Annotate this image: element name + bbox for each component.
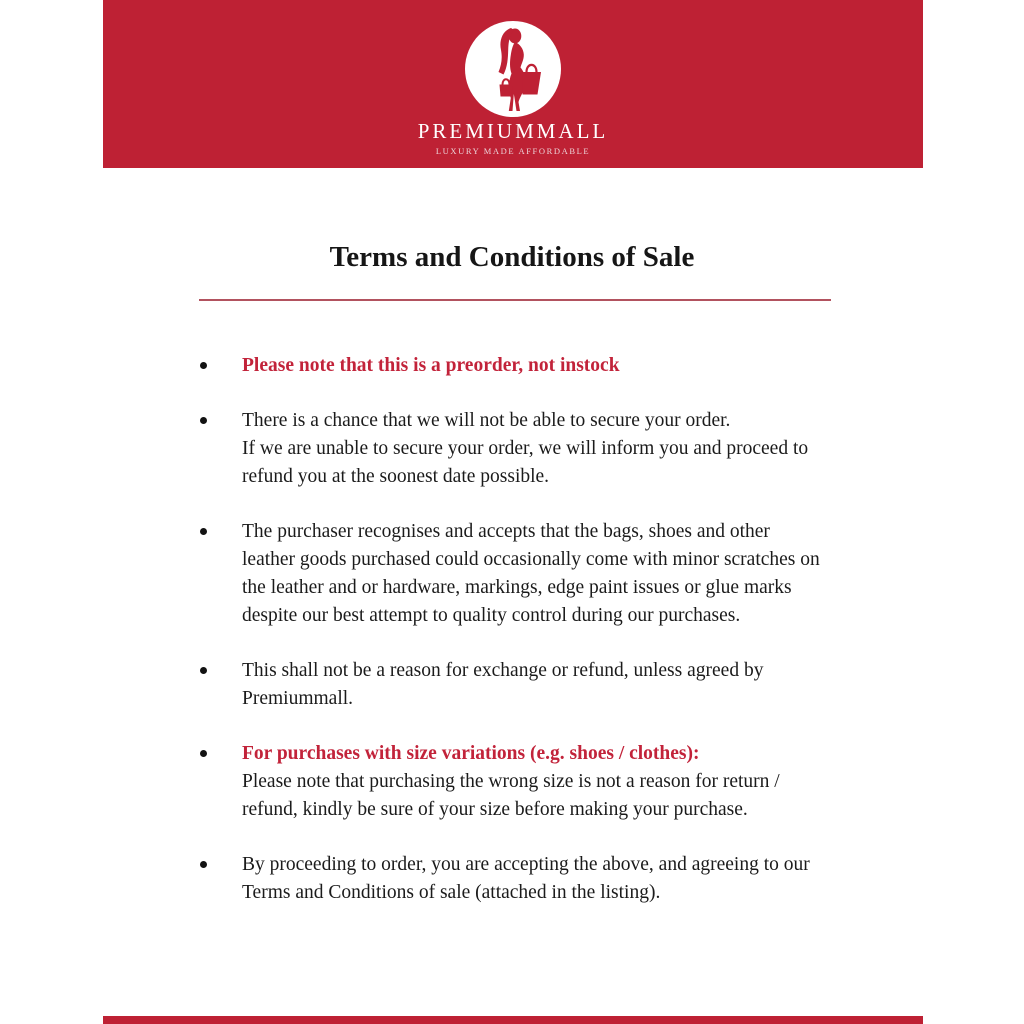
bullet-icon <box>200 528 207 535</box>
list-item <box>200 352 850 380</box>
bullet-icon <box>200 861 207 868</box>
bullet-icon <box>200 362 207 369</box>
list-item <box>200 657 850 713</box>
bullet-line: refund you at the soonest date possible. <box>242 466 550 487</box>
list-item <box>200 851 850 907</box>
bullet-line: There is a chance that we will not be able to secure your order. <box>242 410 731 431</box>
brand-wordmark: PREMIUMMALL <box>417 119 609 143</box>
bullet-text <box>242 657 763 713</box>
footer-bar <box>103 1016 923 1024</box>
bullet-line: If we are unable to secure your order, we will inform you and proceed to <box>242 438 809 459</box>
woman-shopper-silhouette-icon <box>465 21 561 117</box>
bullet-text <box>242 851 810 907</box>
bullet-text <box>242 352 620 380</box>
list-item <box>200 518 850 630</box>
bullet-line: refund, kindly be sure of your size before making your purchase. <box>242 799 748 820</box>
bullet-line: Terms and Conditions of sale (attached in the listing). <box>242 882 661 903</box>
brand-tagline: LUXURY MADE AFFORDABLE <box>435 146 591 156</box>
bullet-line: This shall not be a reason for exchange or refund, unless agreed by <box>242 660 764 681</box>
bullet-line: By proceeding to order, you are accepting the above, and agreeing to our <box>242 854 810 875</box>
bullet-icon <box>200 417 207 424</box>
brand-logo <box>465 21 561 117</box>
bullet-text <box>242 407 808 491</box>
bullet-icon <box>200 667 207 674</box>
bullet-line: Premiummall. <box>242 688 354 709</box>
bullet-line: leather goods purchased could occasionally come with minor scratches on <box>242 549 820 570</box>
title-divider <box>199 299 831 301</box>
header-banner <box>103 0 923 168</box>
terms-list <box>200 352 850 934</box>
page-title: Terms and Conditions of Sale <box>329 241 695 273</box>
bullet-text <box>242 740 780 824</box>
bullet-line: the leather and or hardware, markings, edge paint issues or glue marks <box>242 577 792 598</box>
bullet-line: Please note that purchasing the wrong size is not a reason for return / <box>242 771 780 792</box>
bullet-line: The purchaser recognises and accepts that the bags, shoes and other <box>242 521 770 542</box>
bullet-line: despite our best attempt to quality control during our purchases. <box>242 605 741 626</box>
list-item <box>200 740 850 824</box>
bullet-text <box>242 518 820 630</box>
list-item <box>200 407 850 491</box>
bullet-icon <box>200 750 207 757</box>
bullet-lead: Please note that this is a preorder, not instock <box>242 355 620 376</box>
bullet-lead: For purchases with size variations (e.g. shoes / clothes): <box>242 743 700 764</box>
